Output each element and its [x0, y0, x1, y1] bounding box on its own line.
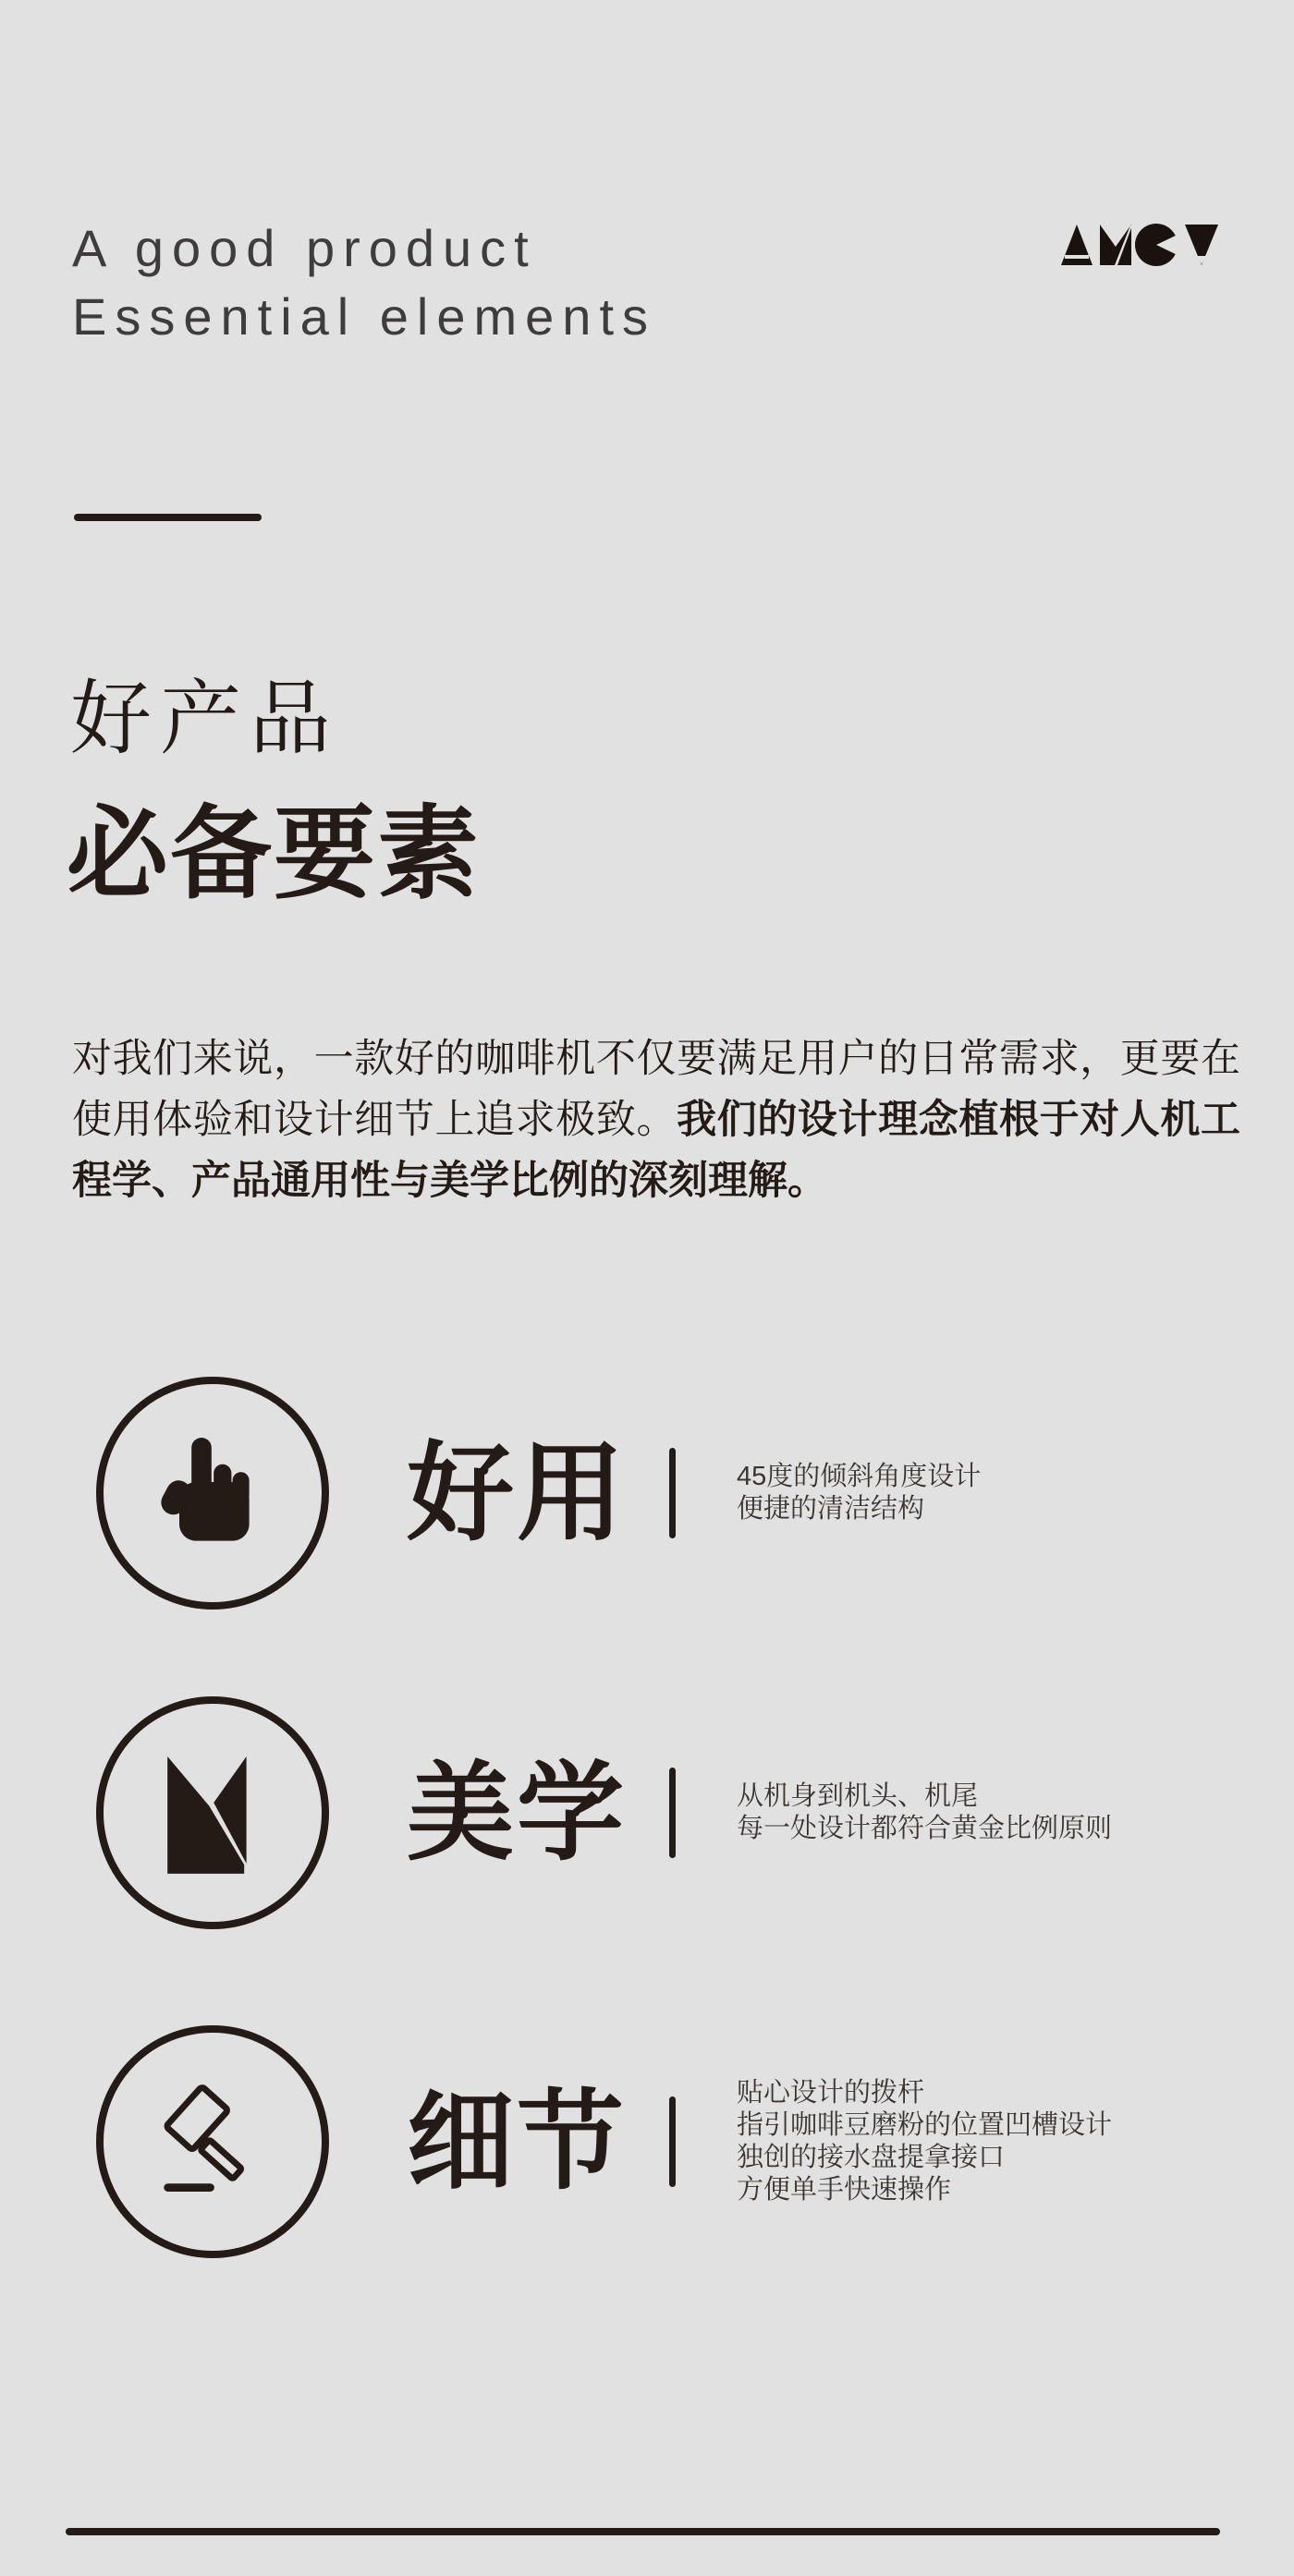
accent-dash: [74, 514, 262, 521]
amcv-logo-icon: [1061, 222, 1220, 268]
english-header-line2: Essential elements: [72, 287, 657, 346]
page-title-line1: 好产品: [70, 673, 340, 764]
intro-paragraph: [72, 1028, 1240, 1211]
feature-desc-line: 45度的倾斜角度设计: [737, 1462, 982, 1491]
vertical-divider: [669, 1768, 676, 1858]
feature-circle: [96, 1377, 329, 1610]
feature-circle: [96, 1696, 329, 1929]
feature-desc-line: 独创的接水盘提拿接口: [737, 2143, 1006, 2172]
feature-description: [737, 1461, 981, 1525]
english-header: [72, 214, 656, 351]
feature-description: [737, 1780, 1112, 1845]
brand-logo: [1061, 222, 1220, 268]
gavel-icon: [155, 2084, 270, 2200]
feature-description: [737, 2077, 1112, 2206]
feature-desc-line: 每一处设计都符合黄金比例原则: [737, 1814, 1113, 1843]
feature-row-usability: [96, 1377, 1251, 1610]
feature-label: 美学: [407, 1753, 627, 1873]
intro-bold-text: 我们的设计理念植根于对人机工程学、产品通用性与美学比例的深刻理解。: [72, 1098, 1241, 1203]
pointer-hand-icon: [157, 1432, 268, 1554]
feature-label: 细节: [407, 2082, 627, 2202]
page-title-line2: 必备要素: [67, 797, 481, 911]
intro-normal-text: 对我们来说，一款好的咖啡机不仅要满足用户的日常需求，更要在使用体验和设计细节上追求极致。: [72, 1037, 1240, 1142]
feature-desc-line: 贴心设计的拨杆: [737, 2078, 925, 2108]
feature-desc-line: 方便单手快速操作: [737, 2175, 952, 2205]
vertical-divider: [669, 1448, 676, 1538]
feature-circle: [96, 2025, 329, 2258]
english-header-line1: A good product: [72, 219, 537, 277]
feature-row-aesthetics: [96, 1696, 1251, 1929]
m-mark-icon: [156, 1747, 269, 1878]
feature-label: 好用: [407, 1433, 627, 1553]
bottom-divider-line: [66, 2528, 1220, 2535]
feature-desc-line: 指引咖啡豆磨粉的位置凹槽设计: [737, 2110, 1113, 2140]
feature-desc-line: 从机身到机头、机尾: [737, 1781, 979, 1811]
feature-row-details: [96, 2025, 1251, 2258]
feature-desc-line: 便捷的清洁结构: [737, 1494, 925, 1524]
vertical-divider: [669, 2096, 676, 2187]
